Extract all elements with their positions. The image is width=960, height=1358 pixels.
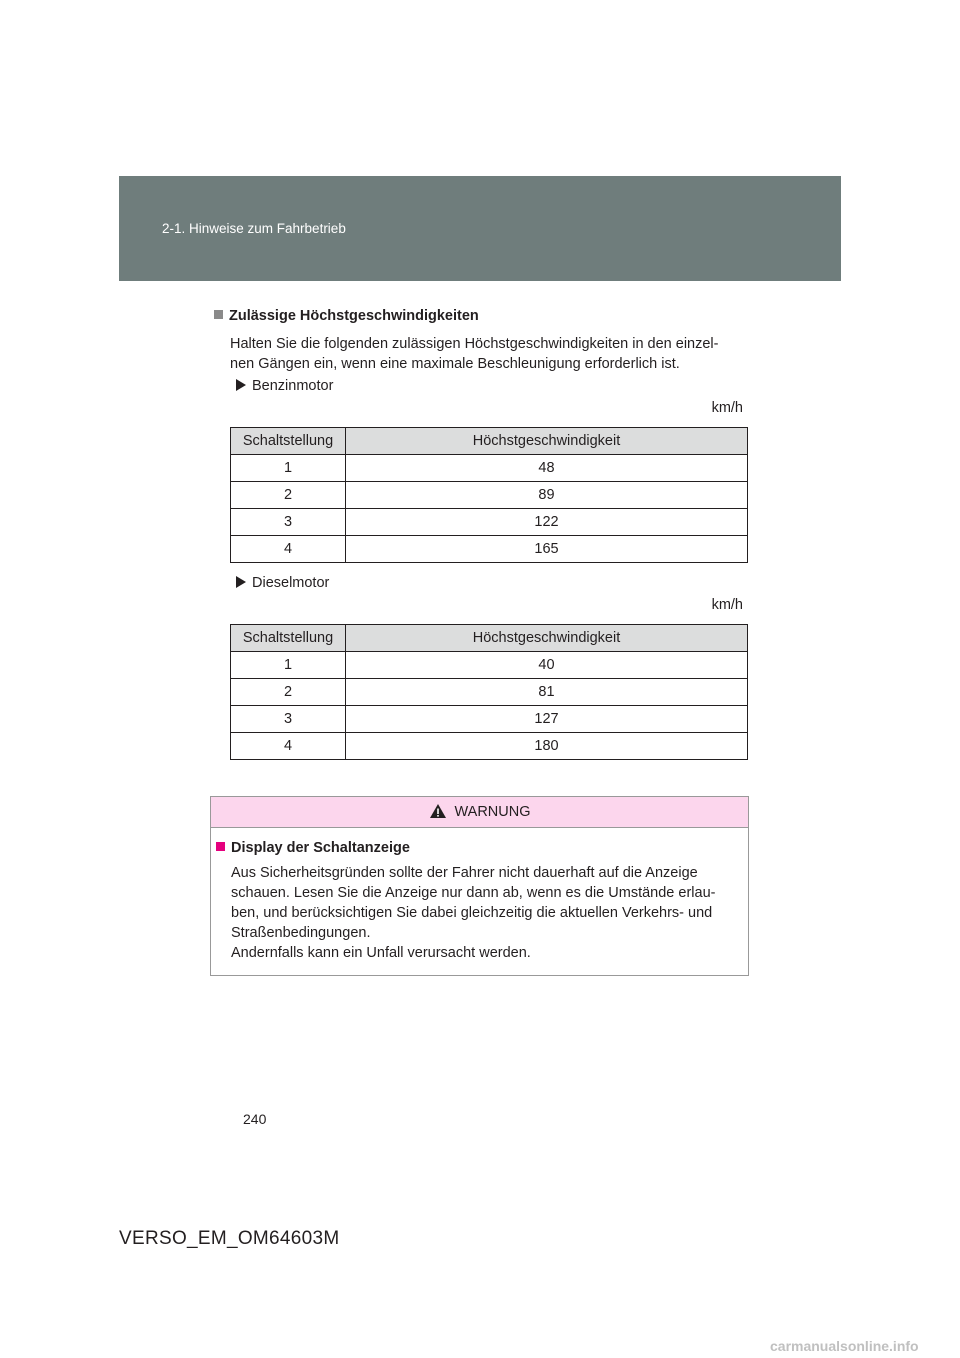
warning-subtitle: Display der Schaltanzeige [231,840,410,856]
col-header-speed: Höchstgeschwindigkeit [346,428,748,455]
warning-header [211,797,748,828]
petrol-engine-label: Benzinmotor [252,378,334,394]
petrol-engine-heading [236,378,333,394]
diesel-unit: km/h [711,597,743,613]
square-bullet-icon [214,310,223,319]
intro-line: nen Gängen ein, wenn eine maximale Beschleunigung erforderlich ist. [230,356,680,372]
triangle-bullet-icon [236,379,246,391]
petrol-unit: km/h [711,400,743,416]
speed-cell: 165 [346,536,748,563]
warning-box [210,796,749,976]
table-row [231,455,748,482]
gear-cell: 1 [231,455,346,482]
table-row [231,733,748,760]
gear-cell: 2 [231,679,346,706]
gear-cell: 1 [231,652,346,679]
speed-cell: 40 [346,652,748,679]
chapter-title: 2-1. Hinweise zum Fahrbetrieb [162,221,346,236]
header-band [119,176,841,281]
speed-cell: 122 [346,509,748,536]
petrol-speed-table [230,427,748,563]
square-bullet-icon [216,842,225,851]
page-number: 240 [243,1111,267,1127]
speed-cell: 180 [346,733,748,760]
speed-cell: 89 [346,482,748,509]
gear-cell: 2 [231,482,346,509]
warning-line: Andernfalls kann ein Unfall verursacht werden. [231,945,531,961]
speed-cell: 127 [346,706,748,733]
section-title: Zulässige Höchstgeschwindigkeiten [229,308,479,324]
triangle-bullet-icon [236,576,246,588]
table-row [231,652,748,679]
gear-cell: 4 [231,536,346,563]
warning-line: Straßenbedingungen. [231,925,371,941]
intro-paragraph [230,334,744,374]
warning-body [231,863,744,963]
watermark: carmanualsonline.info [770,1338,919,1354]
table-row [231,509,748,536]
col-header-gear: Schaltstellung [231,625,346,652]
gear-cell: 4 [231,733,346,760]
document-code: VERSO_EM_OM64603M [119,1228,340,1249]
warning-title: WARNUNG [454,804,531,820]
diesel-speed-table [230,624,748,760]
col-header-speed: Höchstgeschwindigkeit [346,625,748,652]
gear-cell: 3 [231,706,346,733]
intro-line: Halten Sie die folgenden zulässigen Höchstgeschwindigkeiten in den einzel- [230,336,719,352]
col-header-gear: Schaltstellung [231,428,346,455]
table-row [231,706,748,733]
table-row [231,536,748,563]
speed-cell: 81 [346,679,748,706]
gear-cell: 3 [231,509,346,536]
diesel-engine-heading [236,575,329,591]
warning-line: Aus Sicherheitsgründen sollte der Fahrer nicht dauerhaft auf die Anzeige [231,865,698,881]
warning-triangle-icon [429,803,447,819]
table-row [231,679,748,706]
table-row [231,482,748,509]
section-heading [214,308,479,324]
table-header-row [231,428,748,455]
diesel-engine-label: Dieselmotor [252,575,330,591]
warning-subheading [216,840,410,856]
warning-line: ben, und berücksichtigen Sie dabei gleichzeitig die aktuellen Verkehrs- und [231,905,713,921]
warning-line: schauen. Lesen Sie die Anzeige nur dann ab, wenn es die Umstände erlau- [231,885,716,901]
table-header-row [231,625,748,652]
speed-cell: 48 [346,455,748,482]
